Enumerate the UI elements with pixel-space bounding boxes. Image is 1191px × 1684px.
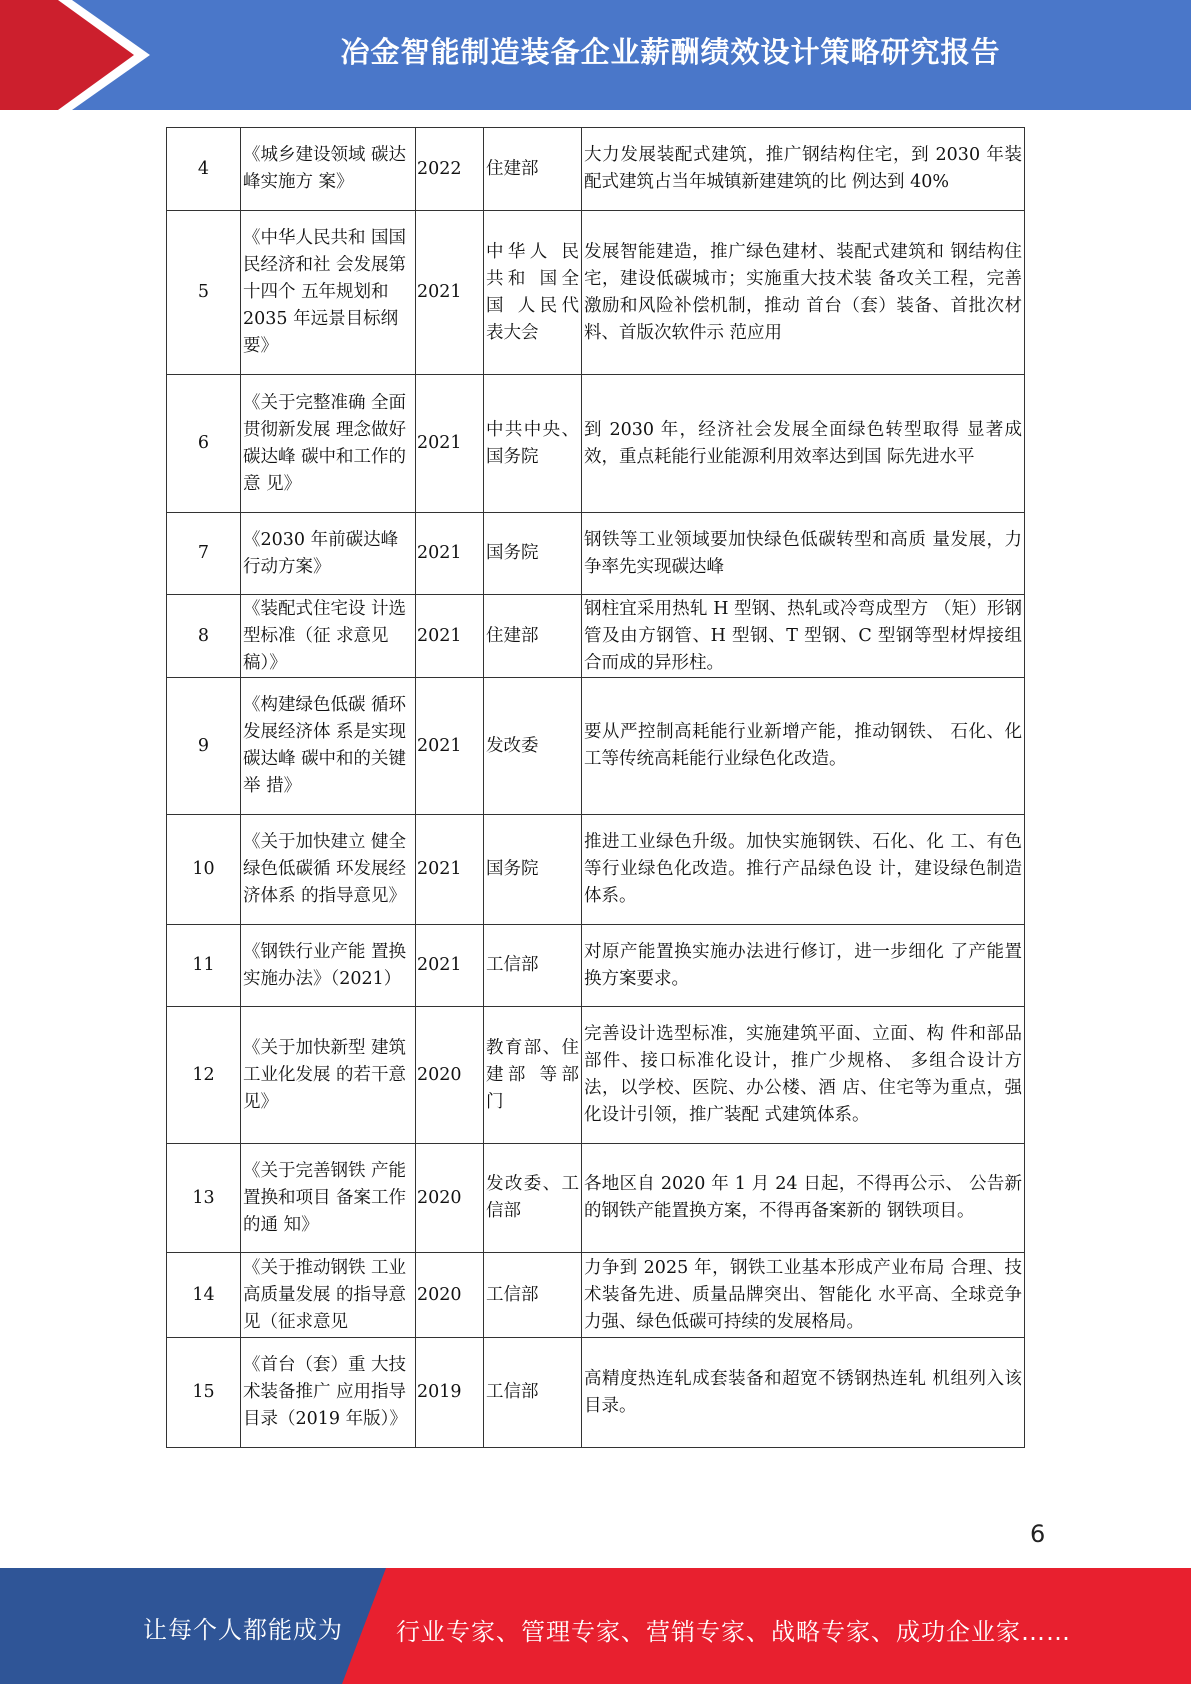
row-number: 7 (167, 513, 241, 595)
policy-content: 对原产能置换实施办法进行修订，进一步细化 了产能置换方案要求。 (582, 925, 1025, 1007)
policy-year: 2020 (416, 1007, 484, 1144)
policy-title: 《2030 年前碳达峰行动方案》 (241, 513, 416, 595)
policy-title: 《关于完整准确 全面贯彻新发展 理念做好碳达峰 碳中和工作的意 见》 (241, 375, 416, 513)
policy-year: 2021 (416, 678, 484, 815)
policy-title: 《钢铁行业产能 置换实施办法》（2021） (241, 925, 416, 1007)
issuing-dept: 中共中央、国务院 (484, 375, 582, 513)
row-number: 15 (167, 1338, 241, 1448)
policy-content: 钢铁等工业领域要加快绿色低碳转型和高质 量发展，力争率先实现碳达峰 (582, 513, 1025, 595)
issuing-dept: 住建部 (484, 128, 582, 211)
issuing-dept: 工信部 (484, 1253, 582, 1338)
policy-title: 《中华人民共和 国国民经济和社 会发展第十四个 五年规划和 2035 年远景目标纲要》 (241, 211, 416, 375)
policy-content: 大力发展装配式建筑，推广钢结构住宅，到 2030 年装配式建筑占当年城镇新建建筑的比 例达到 40% (582, 128, 1025, 211)
row-number: 10 (167, 815, 241, 925)
policy-year: 2019 (416, 1338, 484, 1448)
policy-title: 《关于推动钢铁 工业高质量发展 的指导意见（征求意见 (241, 1253, 416, 1338)
row-number: 9 (167, 678, 241, 815)
policy-content: 各地区自 2020 年 1 月 24 日起，不得再公示、 公告新的钢铁产能置换方案，不得再备案新的 钢铁项目。 (582, 1144, 1025, 1253)
row-number: 14 (167, 1253, 241, 1338)
policy-table (166, 127, 1024, 1448)
report-title: 冶金智能制造装备企业薪酬绩效设计策略研究报告 (340, 34, 1001, 69)
table-row (167, 678, 1025, 815)
policy-year: 2021 (416, 375, 484, 513)
row-number: 5 (167, 211, 241, 375)
policy-year: 2021 (416, 595, 484, 678)
issuing-dept: 国务院 (484, 815, 582, 925)
red-arrow-icon (0, 0, 150, 110)
row-number: 4 (167, 128, 241, 211)
footer-slogan-left: 让每个人都能成为 (143, 1616, 343, 1644)
issuing-dept: 工信部 (484, 1338, 582, 1448)
table-row (167, 1007, 1025, 1144)
policy-title: 《关于加快新型 建筑工业化发展 的若干意见》 (241, 1007, 416, 1144)
policy-year: 2020 (416, 1253, 484, 1338)
table-row (167, 513, 1025, 595)
policy-title: 《关于加快建立 健全绿色低碳循 环发展经济体系 的指导意见》 (241, 815, 416, 925)
policy-content: 到 2030 年，经济社会发展全面绿色转型取得 显著成效，重点耗能行业能源利用效率达到国 际先进水平 (582, 375, 1025, 513)
page-number: 6 (1030, 1520, 1046, 1548)
policy-content: 钢柱宜采用热轧 H 型钢、热轧或冷弯成型方 （矩）形钢管及由方钢管、H 型钢、T 型钢、C 型钢等型材焊接组合而成的异形柱。 (582, 595, 1025, 678)
issuing-dept: 国务院 (484, 513, 582, 595)
policy-year: 2020 (416, 1144, 484, 1253)
table-row (167, 375, 1025, 513)
page-header (0, 0, 1191, 110)
policy-content: 推进工业绿色升级。加快实施钢铁、石化、化 工、有色等行业绿色化改造。推行产品绿色设 计，建设绿色制造体系。 (582, 815, 1025, 925)
table-row (167, 128, 1025, 211)
table-row (167, 211, 1025, 375)
footer-slogan-right: 行业专家、管理专家、营销专家、战略专家、成功企业家…… (396, 1618, 1071, 1646)
policy-title: 《装配式住宅设 计选型标准（征 求意见稿）》 (241, 595, 416, 678)
policy-year: 2021 (416, 925, 484, 1007)
table-row (167, 815, 1025, 925)
issuing-dept: 发改委、工信部 (484, 1144, 582, 1253)
policy-content: 完善设计选型标准，实施建筑平面、立面、构 件和部品部件、接口标准化设计，推广少规格、 多组合设计方法，以学校、医院、办公楼、酒 店、住宅等为重点，强化设计引领，推广装配 式建筑体系。 (582, 1007, 1025, 1144)
policy-year: 2021 (416, 211, 484, 375)
table-row (167, 1338, 1025, 1448)
issuing-dept: 发改委 (484, 678, 582, 815)
policy-title: 《构建绿色低碳 循环发展经济体 系是实现碳达峰 碳中和的关键举 措》 (241, 678, 416, 815)
issuing-dept: 中华人 民共和 国全国 人民代表大会 (484, 211, 582, 375)
policy-title: 《首台（套）重 大技术装备推广 应用指导目录（2019 年版）》 (241, 1338, 416, 1448)
policy-content: 力争到 2025 年，钢铁工业基本形成产业布局 合理、技术装备先进、质量品牌突出、智能化 水平高、全球竞争力强、绿色低碳可持续的发展格局。 (582, 1253, 1025, 1338)
policy-year: 2021 (416, 815, 484, 925)
issuing-dept: 住建部 (484, 595, 582, 678)
table-row (167, 1253, 1025, 1338)
row-number: 8 (167, 595, 241, 678)
policy-title: 《城乡建设领域 碳达峰实施方 案》 (241, 128, 416, 211)
row-number: 6 (167, 375, 241, 513)
policy-year: 2021 (416, 513, 484, 595)
policy-title: 《关于完善钢铁 产能置换和项目 备案工作的通 知》 (241, 1144, 416, 1253)
table-row (167, 925, 1025, 1007)
issuing-dept: 教育部、住建部 等部门 (484, 1007, 582, 1144)
issuing-dept: 工信部 (484, 925, 582, 1007)
table-row (167, 595, 1025, 678)
row-number: 12 (167, 1007, 241, 1144)
table-row (167, 1144, 1025, 1253)
row-number: 11 (167, 925, 241, 1007)
policy-year: 2022 (416, 128, 484, 211)
policy-content: 发展智能建造，推广绿色建材、装配式建筑和 钢结构住宅，建设低碳城市；实施重大技术装 备攻关工程，完善激励和风险补偿机制，推动 首台（套）装备、首批次材料、首版次软件示 范应用 (582, 211, 1025, 375)
policy-content: 要从严控制高耗能行业新增产能，推动钢铁、 石化、化工等传统高耗能行业绿色化改造。 (582, 678, 1025, 815)
row-number: 13 (167, 1144, 241, 1253)
policy-content: 高精度热连轧成套装备和超宽不锈钢热连轧 机组列入该目录。 (582, 1338, 1025, 1448)
